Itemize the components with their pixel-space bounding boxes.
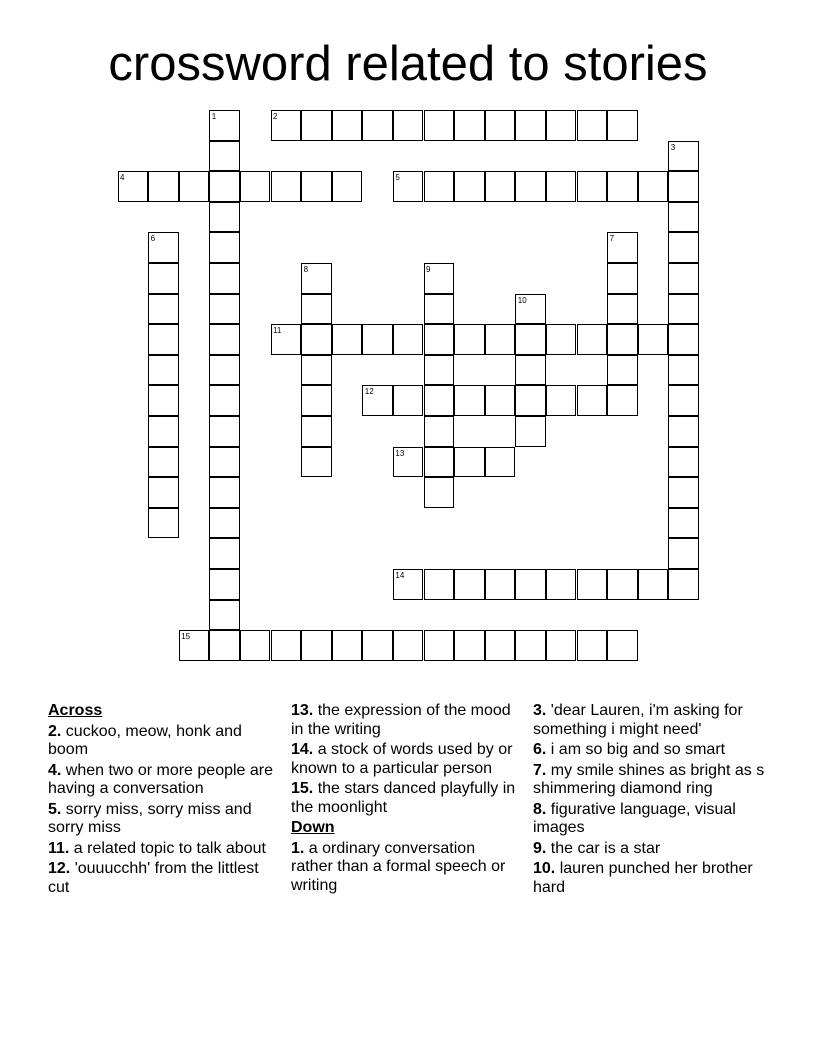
grid-cell[interactable] bbox=[668, 324, 699, 355]
grid-cell[interactable] bbox=[209, 385, 240, 416]
grid-cell[interactable] bbox=[148, 263, 179, 294]
clue-number: 4. bbox=[48, 761, 62, 779]
grid-cell[interactable] bbox=[301, 324, 332, 355]
grid-cell[interactable] bbox=[424, 447, 455, 478]
grid-cell[interactable] bbox=[332, 324, 363, 355]
grid-cell[interactable] bbox=[148, 171, 179, 202]
clue-number: 15. bbox=[291, 780, 314, 797]
clue-number: 1. bbox=[291, 839, 305, 857]
clue-number: 7. bbox=[533, 761, 547, 779]
grid-cell[interactable] bbox=[607, 385, 638, 416]
clue bbox=[533, 741, 773, 760]
grid-cell[interactable] bbox=[515, 324, 546, 355]
grid-cell[interactable] bbox=[424, 569, 455, 600]
grid-cell[interactable] bbox=[668, 171, 699, 202]
grid-cell[interactable] bbox=[362, 110, 393, 141]
clue-text: 'dear Lauren, i'm asking for something i might need' bbox=[533, 702, 743, 738]
grid-cell[interactable] bbox=[209, 294, 240, 325]
grid-cell[interactable] bbox=[454, 569, 485, 600]
grid-cell[interactable] bbox=[515, 171, 546, 202]
grid-cell[interactable] bbox=[209, 477, 240, 508]
clue-number: 1 bbox=[211, 112, 217, 121]
grid-cell[interactable] bbox=[485, 171, 516, 202]
grid-cell[interactable] bbox=[668, 508, 699, 539]
grid-cell[interactable] bbox=[209, 569, 240, 600]
grid-cell[interactable] bbox=[301, 110, 332, 141]
grid-cell[interactable] bbox=[209, 141, 240, 172]
grid-cell[interactable] bbox=[485, 324, 516, 355]
clue bbox=[48, 762, 278, 799]
clue-number: 13 bbox=[395, 448, 405, 458]
grid-cell[interactable] bbox=[515, 630, 546, 661]
clue bbox=[533, 840, 773, 859]
grid-cell[interactable] bbox=[454, 324, 485, 355]
grid-cell[interactable] bbox=[424, 477, 455, 508]
grid-cell[interactable] bbox=[271, 630, 302, 661]
clue-text: the expression of the mood in the writing bbox=[291, 702, 511, 738]
grid-cell[interactable] bbox=[668, 477, 699, 508]
grid-cell[interactable] bbox=[209, 508, 240, 539]
clue bbox=[533, 860, 773, 897]
grid-cell[interactable] bbox=[607, 294, 638, 325]
grid-cell[interactable] bbox=[668, 263, 699, 294]
grid-cell[interactable] bbox=[148, 324, 179, 355]
grid-cell[interactable] bbox=[668, 355, 699, 386]
grid-cell[interactable] bbox=[393, 324, 424, 355]
grid-cell[interactable] bbox=[148, 477, 179, 508]
grid-cell[interactable] bbox=[209, 355, 240, 386]
grid-cell[interactable] bbox=[668, 232, 699, 263]
clue-number: 6 bbox=[150, 234, 156, 244]
grid-cell[interactable] bbox=[332, 110, 363, 141]
grid-cell[interactable] bbox=[515, 416, 546, 447]
grid-cell[interactable] bbox=[393, 110, 424, 141]
grid-cell[interactable] bbox=[668, 447, 699, 478]
grid-cell[interactable] bbox=[209, 630, 240, 661]
clue-number: 5 bbox=[395, 173, 400, 183]
grid-cell[interactable] bbox=[301, 416, 332, 447]
grid-cell[interactable] bbox=[301, 385, 332, 416]
grid-cell[interactable] bbox=[577, 171, 608, 202]
grid-cell[interactable] bbox=[454, 385, 485, 416]
grid-cell[interactable] bbox=[546, 324, 577, 355]
clue-number: 14 bbox=[395, 571, 405, 580]
grid-cell[interactable] bbox=[668, 294, 699, 325]
grid-cell[interactable] bbox=[393, 385, 424, 416]
grid-cell[interactable] bbox=[577, 569, 608, 600]
grid-cell[interactable] bbox=[209, 263, 240, 294]
grid-cell[interactable] bbox=[577, 630, 608, 661]
grid-cell[interactable] bbox=[607, 110, 638, 141]
clue-text: cuckoo, meow, honk and boom bbox=[48, 722, 242, 758]
grid-cell[interactable] bbox=[209, 416, 240, 447]
clue-text: figurative language, visual images bbox=[533, 800, 736, 836]
clue bbox=[48, 860, 278, 897]
grid-cell[interactable] bbox=[546, 569, 577, 600]
grid-cell[interactable] bbox=[424, 324, 455, 355]
grid-cell[interactable] bbox=[301, 630, 332, 661]
clue-text: the stars danced playfully in the moonlight bbox=[291, 780, 516, 816]
clue bbox=[291, 780, 521, 817]
clue-number: 11 bbox=[273, 326, 282, 336]
grid-cell[interactable] bbox=[515, 385, 546, 416]
grid-cell[interactable] bbox=[577, 385, 608, 416]
grid-cell[interactable] bbox=[546, 630, 577, 661]
clue-text: a stock of words used by or known to a particular person bbox=[291, 741, 513, 777]
clue bbox=[533, 762, 773, 799]
across-clue-list-continued bbox=[291, 702, 521, 817]
grid-cell[interactable] bbox=[515, 110, 546, 141]
clue-number: 2 bbox=[273, 112, 278, 121]
grid-cell[interactable] bbox=[668, 385, 699, 416]
across-heading: Across bbox=[48, 702, 103, 719]
clues-column-1 bbox=[48, 702, 278, 899]
clue bbox=[533, 801, 773, 838]
grid-cell[interactable] bbox=[332, 630, 363, 661]
grid-cell[interactable] bbox=[515, 569, 546, 600]
grid-cell[interactable] bbox=[638, 324, 669, 355]
grid-cell[interactable] bbox=[209, 600, 240, 631]
grid-cell[interactable] bbox=[209, 538, 240, 569]
grid-cell[interactable] bbox=[638, 171, 669, 202]
grid-cell[interactable] bbox=[301, 171, 332, 202]
clue bbox=[48, 801, 278, 838]
grid-cell[interactable] bbox=[271, 171, 302, 202]
grid-cell[interactable] bbox=[148, 508, 179, 539]
grid-cell[interactable] bbox=[515, 355, 546, 386]
grid-cell[interactable] bbox=[546, 171, 577, 202]
down-clue-list bbox=[291, 840, 521, 896]
grid-cell[interactable] bbox=[301, 447, 332, 478]
grid-cell[interactable] bbox=[179, 171, 210, 202]
grid-cell[interactable] bbox=[148, 447, 179, 478]
grid-cell[interactable] bbox=[209, 232, 240, 263]
grid-cell[interactable] bbox=[577, 110, 608, 141]
grid-cell[interactable] bbox=[424, 355, 455, 386]
clues-column-3 bbox=[533, 702, 773, 899]
clue-text: sorry miss, sorry miss and sorry miss bbox=[48, 800, 252, 836]
clue-number: 12 bbox=[364, 387, 374, 397]
page-title: crossword related to stories bbox=[108, 37, 708, 91]
clue bbox=[291, 702, 521, 739]
grid-cell[interactable] bbox=[607, 569, 638, 600]
grid-cell[interactable] bbox=[607, 630, 638, 661]
grid-cell[interactable] bbox=[607, 355, 638, 386]
grid-cell[interactable] bbox=[301, 355, 332, 386]
grid-cell[interactable] bbox=[240, 171, 271, 202]
clue-number: 13. bbox=[291, 702, 314, 719]
grid-cell[interactable] bbox=[485, 385, 516, 416]
clue-number: 2. bbox=[48, 722, 62, 740]
grid-cell[interactable] bbox=[546, 385, 577, 416]
clue-text: the car is a star bbox=[546, 839, 661, 857]
grid-cell[interactable] bbox=[485, 630, 516, 661]
clue-number: 8. bbox=[533, 800, 547, 818]
grid-cell[interactable] bbox=[607, 324, 638, 355]
grid-cell[interactable] bbox=[148, 416, 179, 447]
grid-cell[interactable] bbox=[301, 294, 332, 325]
clue-text: a ordinary conversation rather than a formal speech or writing bbox=[291, 839, 506, 894]
grid-cell[interactable] bbox=[424, 385, 455, 416]
grid-cell[interactable] bbox=[393, 630, 424, 661]
clue-text: a related topic to talk about bbox=[69, 839, 266, 857]
clue-number: 4 bbox=[120, 173, 125, 183]
grid-cell[interactable] bbox=[148, 385, 179, 416]
grid-cell[interactable] bbox=[668, 538, 699, 569]
grid-cell[interactable] bbox=[209, 324, 240, 355]
clue-number: 3. bbox=[533, 702, 547, 719]
grid-cell[interactable] bbox=[332, 171, 363, 202]
grid-cell[interactable] bbox=[240, 630, 271, 661]
grid-cell[interactable] bbox=[424, 416, 455, 447]
grid-cell[interactable] bbox=[607, 171, 638, 202]
grid-cell[interactable] bbox=[485, 110, 516, 141]
grid-cell[interactable] bbox=[668, 416, 699, 447]
grid-cell[interactable] bbox=[424, 294, 455, 325]
clues-column-2 bbox=[291, 702, 521, 897]
grid-cell[interactable] bbox=[638, 569, 669, 600]
clue bbox=[291, 840, 521, 896]
grid-cell[interactable] bbox=[454, 447, 485, 478]
clue-number: 6. bbox=[533, 741, 547, 758]
grid-cell[interactable] bbox=[148, 355, 179, 386]
grid-cell[interactable] bbox=[454, 171, 485, 202]
clue-number: 3 bbox=[670, 142, 676, 152]
clue-text: i am so big and so smart bbox=[546, 741, 726, 758]
clue-text: when two or more people are having a conversation bbox=[48, 761, 274, 797]
grid-cell[interactable] bbox=[485, 447, 516, 478]
grid-cell[interactable] bbox=[454, 110, 485, 141]
grid-cell[interactable] bbox=[424, 171, 455, 202]
clue-number: 10. bbox=[533, 860, 556, 877]
down-heading: Down bbox=[291, 819, 335, 836]
clue-number: 9. bbox=[533, 839, 547, 857]
clue bbox=[291, 741, 521, 778]
grid-cell[interactable] bbox=[607, 263, 638, 294]
grid-cell[interactable] bbox=[209, 447, 240, 478]
grid-cell[interactable] bbox=[485, 569, 516, 600]
grid-cell[interactable] bbox=[424, 110, 455, 141]
clue-number: 12. bbox=[48, 860, 71, 877]
clue bbox=[533, 702, 773, 739]
grid-cell[interactable] bbox=[668, 569, 699, 600]
clue bbox=[48, 840, 278, 859]
clue-number: 14. bbox=[291, 741, 314, 758]
clue-number: 9 bbox=[426, 265, 431, 274]
clue-number: 11. bbox=[48, 839, 70, 857]
clue-number: 15 bbox=[181, 632, 191, 642]
grid-cell[interactable] bbox=[424, 630, 455, 661]
clue-text: my smile shines as bright as s shimmering diamond ring bbox=[533, 761, 765, 797]
grid-cell[interactable] bbox=[362, 324, 393, 355]
clue-number: 8 bbox=[303, 265, 309, 274]
grid-cell[interactable] bbox=[577, 324, 608, 355]
clue-text: lauren punched her brother hard bbox=[533, 860, 753, 896]
across-clue-list bbox=[48, 723, 278, 898]
grid-cell[interactable] bbox=[209, 202, 240, 233]
grid-cell[interactable] bbox=[148, 294, 179, 325]
clue-number: 7 bbox=[609, 234, 615, 244]
grid-cell[interactable] bbox=[362, 630, 393, 661]
clue-number: 10 bbox=[517, 295, 527, 305]
down-clue-list-continued bbox=[533, 702, 773, 897]
clue-number: 5. bbox=[48, 800, 62, 818]
grid-cell[interactable] bbox=[668, 202, 699, 233]
clue bbox=[48, 723, 278, 760]
grid-cell[interactable] bbox=[209, 171, 240, 202]
grid-cell[interactable] bbox=[546, 110, 577, 141]
clue-text: 'ouuucchh' from the littlest cut bbox=[48, 860, 259, 896]
grid-cell[interactable] bbox=[454, 630, 485, 661]
